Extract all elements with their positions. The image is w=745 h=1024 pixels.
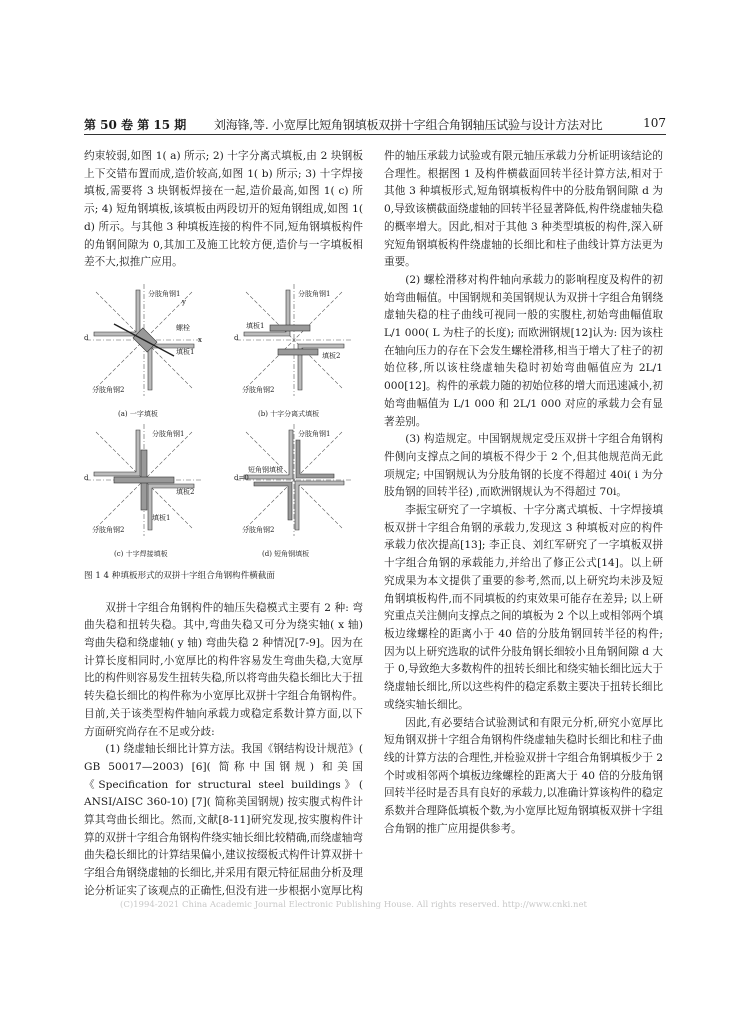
figure-1 <box>84 280 363 564</box>
label-a-x: x <box>198 335 202 344</box>
right-paragraph-3: (3) 构造规定。中国钢规规定受压双拼十字组合角钢构件侧向支撑点之间的填板不得少于 2 个,但其他规范尚无此项规定; 中国钢规认为分肢角钢的长度不得超过 40i( i 为分肢角钢的回转半径) ,而欧洲钢规认为不得超过 70i。 <box>384 433 663 499</box>
label-b-plate-1: 填板1 <box>246 321 265 330</box>
label-b-angle-1: 分肢角钢1 <box>298 289 331 298</box>
left-paragraph-3: (1) 绕虚轴长细比计算方法。我国《钢结构设计规范》( GB 50017—2003) [6]( 简称中国钢规) 和美国《Specification for structural steel buildings》( ANSI/AISC 360-10) [7]( 简称美国钢规) 按实腹式构件计算其弯曲长细比。然而,文献[8-11]研究发现,按实腹构件计算的双拼十字组合角钢构件绕实轴长细比较精确,而绕虚轴弯曲失稳长细比的计算结果偏小,建议按缀板式构件计算双拼十字组合角钢绕虚轴的长细比,并采用有限元特征屈曲分析及理论分析证实了该观点的正确性,但没有进一步根据小宽厚比构 <box>84 743 363 897</box>
running-header <box>84 114 666 135</box>
label-a-angle-1: 分肢角钢1 <box>148 289 181 298</box>
label-b-plate-2: 填板2 <box>322 351 341 360</box>
left-paragraph-1: 约束较弱,如图 1( a) 所示; 2) 十字分离式填板,由 2 块钢板上下交错布置而成,造价较高,如图 1( b) 所示; 3) 十字焊接填板,需要将 3 块钢板焊接在一起,造价最高,如图 1( c) 所示; 4) 短角钢填板,该填板由两段切开的短角钢组成,如图 1( d) 所示。与其他 3 种填板连接的构件不同,短角钢填板构件的角钢间隙为 0,其加工及施工比较方便,造价与一字填板相差不大,拟推广应用。 <box>84 150 363 269</box>
label-d-d0: d=0 <box>234 473 249 482</box>
right-column <box>384 148 663 838</box>
label-c-angle-2: 分肢角钢2 <box>92 525 125 534</box>
cnki-watermark: (C)1994-2021 China Academic Journal Electronic Publishing House. All rights reserved. http://www.cnki.net <box>120 900 587 910</box>
label-b-d: d <box>234 333 239 342</box>
left-column <box>84 148 363 901</box>
right-paragraph-2: (2) 螺栓滑移对构件轴向承载力的影响程度及构件的初始弯曲幅值。中国钢规和美国钢规认为双拼十字组合角钢绕虚轴失稳的柱子曲线可视同一般的实腹柱,初始弯曲幅值取 L/1 000( L 为柱子的长度); 而欧洲钢规[12]认为: 因为该柱在轴向压力的存在下会发生螺栓滑移,相当于增大了柱子的初始位移,所以该柱绕虚轴失稳时初始弯曲幅值应为 2L/1 000[12]。构件的承载力随的初始位移的增大而迅速减小,初始弯曲幅值为 L/1 000 和 2L/1 000 对应的承载力会有显著差别。 <box>384 273 663 428</box>
label-a-d: d <box>84 333 89 342</box>
left-paragraph-2: 双拼十字组合角钢构件的轴压失稳模式主要有 2 种: 弯曲失稳和扭转失稳。其中,弯曲失稳又可分为绕实轴( x 轴) 弯曲失稳和绕虚轴( y 轴) 弯曲失稳 2 种情况[7-9]。因为在计算长度相同时,小宽厚比的构件容易发生弯曲失稳,大宽厚比的构件则容易发生扭转失稳,所以将弯曲失稳长细比大于扭转失稳长细比的构件称为小宽厚比双拼十字组合角钢构件。目前,关于该类型构件轴向承载力或稳定系数计算方面,以下方面研究尚存在不足或分歧: <box>84 601 363 738</box>
running-title: 刘海锋,等. 小宽厚比短角钢填板双拼十字组合角钢轴压试验与设计方法对比 <box>214 118 603 132</box>
label-d-angle-2: 分肢角钢2 <box>242 525 275 534</box>
subcaption-d: (d) 短角钢填板 <box>262 549 310 558</box>
panel-d-drawing <box>236 424 352 536</box>
volume-issue: 第 50 卷 第 15 期 <box>84 118 187 132</box>
label-c-d: d <box>84 473 89 482</box>
label-d-short-angle: 短角钢填板 <box>248 465 283 474</box>
right-paragraph-1: 件的轴压承载力试验或有限元轴压承载力分析证明该结论的合理性。根据图 1 及构件横截面回转半径计算方法,相对于其他 3 种填板形式,短角钢填板构件中的分肢角钢间隙 d 为 0,导致该横截面绕虚轴的回转半径显著降低,构件绕虚轴失稳的概率增大。因此,相对于其他 3 种类型填板的构件,深入研究短角钢填板构件绕虚轴的长细比和柱子曲线计算方法更为重要。 <box>384 150 663 269</box>
right-paragraph-5: 因此,有必要结合试验测试和有限元分析,研究小宽厚比短角钢双拼十字组合角钢构件绕虚轴失稳时长细比和柱子曲线的计算方法的合理性,并检验双拼十字组合角钢填板少于 2 个时或相邻两个填板边缘螺栓的距离大于 40 倍的分肢角钢回转半径时是否具有良好的承载力,以准确计算该构件的稳定系数并合理降低填板个数,为小宽厚比短角钢填板双拼十字组合角钢的推广应用提供参考。 <box>384 716 663 835</box>
subcaption-b: (b) 十字分离式填板 <box>258 409 320 418</box>
label-a-y: y <box>182 297 186 306</box>
subcaption-c: (c) 十字焊接填板 <box>114 549 168 558</box>
panel-b-drawing <box>236 284 352 396</box>
label-b-angle-2: 分肢角钢2 <box>242 385 275 394</box>
right-paragraph-4: 李振宝研究了一字填板、十字分离式填板、十字焊接填板双拼十字组合角钢的承载力,发现这 3 种填板对应的构件承载力依次提高[13]; 李正良、刘红军研究了一字填板双拼十字组合角钢的承载能力,并给出了修正公式[14]。以上研究成果为本文提供了重要的参考,然而,以上研究均未涉及短角钢填板构件,而不同填板的约束效果可能存在差异; 以上研究重点关注侧向支撑点之间的填板为 2 个以上或相邻两个填板边缘螺栓的距离小于 40 倍的分肢角钢回转半径的构件; 因为以上研究选取的试件分肢角钢长细较小且角钢间隙 d 大于 0,导致绝大多数构件的扭转长细比和绕实轴长细比远大于绕虚轴长细比,所以这些构件的稳定系数主要决于扭转长细比或绕实轴长细比。 <box>384 504 663 711</box>
label-c-angle-1: 分肢角钢1 <box>152 429 185 438</box>
label-a-bolt: 螺栓 <box>176 323 190 332</box>
page-number: 107 <box>643 116 666 130</box>
label-c-plate-1: 填板1 <box>152 513 171 522</box>
subcaption-a: (a) 一字填板 <box>118 409 158 418</box>
label-a-angle-2: 分肢角钢2 <box>92 385 125 394</box>
label-a-plate-1: 填板1 <box>176 347 195 356</box>
label-d-angle-1: 分肢角钢1 <box>298 429 331 438</box>
panel-c-drawing <box>86 424 202 536</box>
label-c-plate-2: 填板2 <box>176 487 195 496</box>
figure-1-caption: 图 1 4 种填板形式的双拼十字组合角钢构件横截面 <box>84 570 276 581</box>
